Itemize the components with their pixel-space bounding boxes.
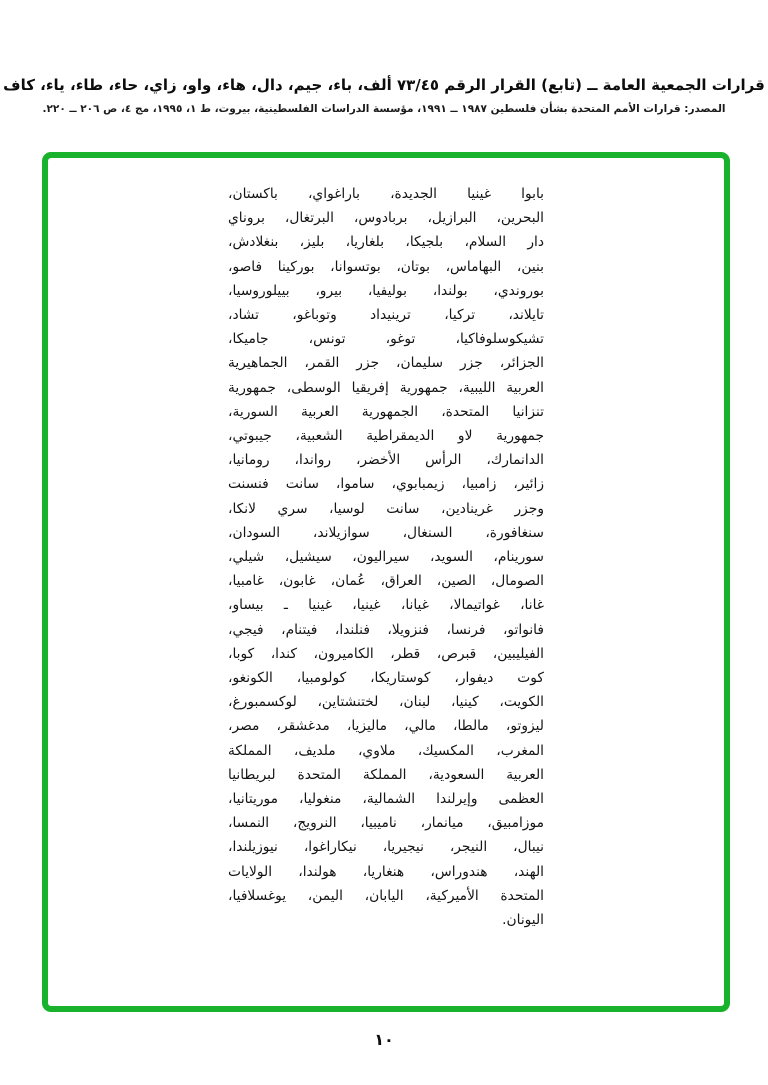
text-line: دار السلام، بلجيكا، بلغاريا، بليز، بنغلادش، [228, 234, 544, 251]
text-line: جمهورية لاو الديمقراطية الشعبية، جيبوتي، [228, 428, 544, 445]
page-number: ١٠ [374, 1030, 394, 1049]
text-line: تايلاند، تركيا، ترينيداد وتوباغو، تشاد، [228, 307, 544, 324]
text-line: اليونان. [502, 912, 544, 929]
body-text [228, 182, 544, 932]
source-citation-line: المصدر: قرارات الأمم المتحدة بشأن فلسطين ١٩٨٧ ــ ١٩٩١، مؤسسة الدراسات الفلسطينية، بيروت، ط ١، ١٩٩٥، مج ٤، ص ٢٠٦ ــ ٢٢٠. [42, 103, 726, 115]
text-line: بوروندي، بولندا، بوليفيا، بيرو، بييلوروسيا، [228, 282, 544, 299]
text-line: البحرين، البرازيل، بربادوس، البرتغال، بروناي [228, 210, 544, 227]
text-line: سورينام، السويد، سيراليون، سيشيل، شيلي، [228, 549, 544, 566]
text-line: الصومال، الصين، العراق، عُمان، غابون، غامبيا، [228, 573, 544, 590]
text-line: سنغافورة، السنغال، سوازيلاند، السودان، [228, 524, 544, 541]
text-line: العظمى وإيرلندا الشمالية، منغوليا، موريتانيا، [228, 791, 544, 808]
text-line: بنين، البهاماس، بوتان، بوتسوانا، بوركينا فاصو، [228, 258, 544, 275]
text-line: بابوا غينيا الجديدة، باراغواي، باكستان، [228, 186, 544, 202]
text-line: العربية السعودية، المملكة المتحدة لبريطانيا [228, 766, 544, 783]
text-line: تنزانيا المتحدة، الجمهورية العربية السورية، [228, 403, 544, 420]
text-line: زائير، زامبيا، زيمبابوي، ساموا، سانت فنسنت [228, 476, 544, 493]
text-line: الجزائر، جزر سليمان، جزر القمر، الجماهيرية [228, 355, 544, 372]
page-header-title: قرارات الجمعية العامة ــ (تابع) القرار الرقم ٧٣/٤٥ ألف، باء، جيم، دال، هاء، واو، زاي، حاء، طاء، ياء، كاف [3, 76, 765, 94]
text-line: ليزوتو، مالطا، مالي، ماليزيا، مدغشقر، مصر، [228, 718, 544, 735]
text-line: موزامبيق، ميانمار، ناميبيا، النرويج، النمسا، [228, 815, 544, 832]
text-line: نيبال، النيجر، نيجيريا، نيكاراغوا، نيوزيلندا، [228, 839, 544, 856]
text-line: العربية الليبية، جمهورية إفريقيا الوسطى، جمهورية [228, 379, 544, 396]
text-line: المغرب، المكسيك، ملاوي، ملديف، المملكة [228, 742, 544, 759]
text-line: الكويت، كينيا، لبنان، لختنشتاين، لوكسمبورغ، [228, 694, 544, 711]
text-line: وجزر غرينادين، سانت لوسيا، سري لانكا، [228, 500, 544, 517]
text-line: المتحدة الأميركية، اليابان، اليمن، يوغسلافيا، [228, 887, 544, 904]
text-line: غانا، غواتيمالا، غيانا، غينيا، غينيا ـ بيساو، [228, 597, 544, 614]
text-line: فانواتو، فرنسا، فنزويلا، فنلندا، فيتنام، فيجي، [228, 621, 544, 638]
text-line: تشيكوسلوفاكيا، توغو، تونس، جاميكا، [228, 331, 544, 348]
text-line: الهند، هندوراس، هنغاريا، هولندا، الولايات [228, 863, 544, 880]
document-box [42, 152, 730, 1012]
text-line: الفيليبين، قبرص، قطر، الكاميرون، كندا، كوبا، [228, 645, 544, 662]
text-line: الدانمارك، الرأس الأخضر، رواندا، رومانيا، [228, 452, 544, 469]
text-line: كوت ديفوار، كوستاريكا، كولومبيا، الكونغو، [228, 670, 544, 687]
